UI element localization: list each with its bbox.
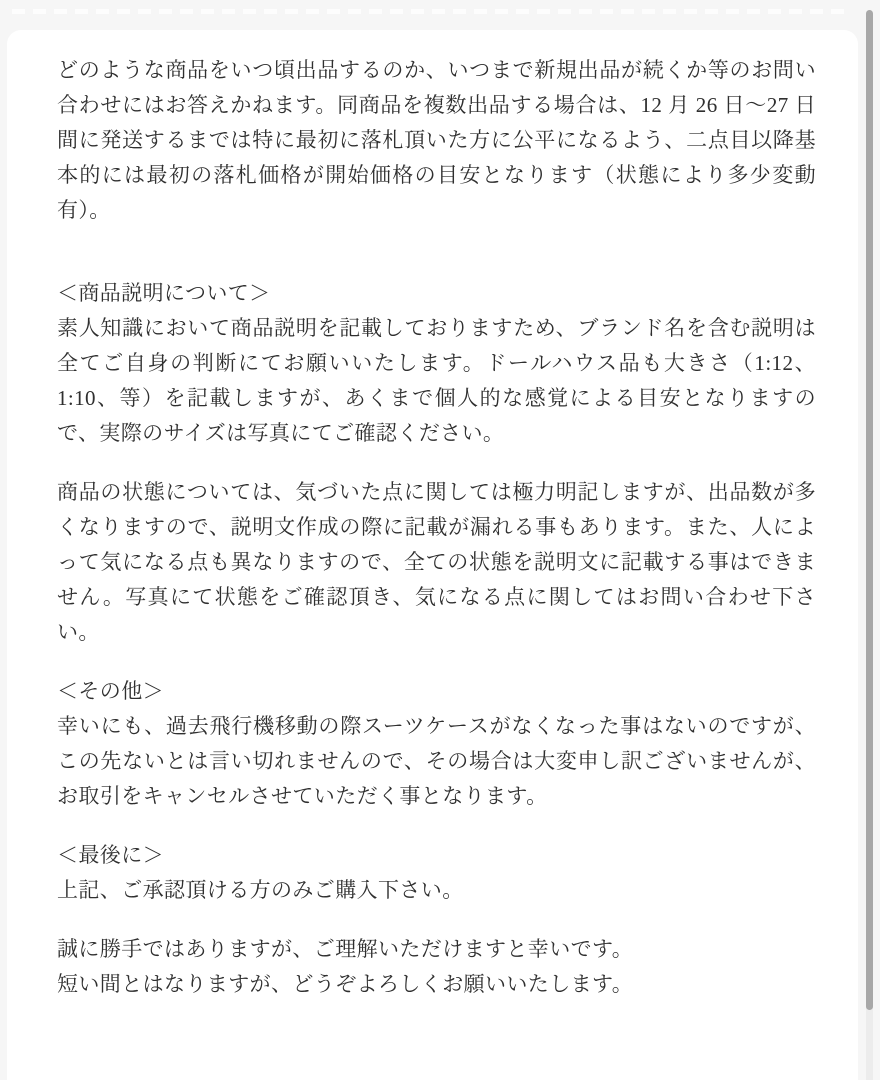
section-heading: ＜商品説明について＞ [57, 281, 271, 305]
dashed-divider [12, 9, 852, 14]
paragraph-text: 素人知識において商品説明を記載しておりますため、ブランド名を含む説明は全てご自身の判断にてお願いいたします。ドールハウス品も大きさ（1:12、1:10、等）を記載しますが、あくまで個人的な感覚による目安となりますので、実際のサイズは写真にてご確認ください。 [57, 316, 816, 445]
description-section [57, 674, 816, 814]
section-heading: ＜その他＞ [57, 679, 164, 703]
paragraph-text: 誠に勝手ではありますが、ご理解いただけますと幸いです。 [57, 937, 634, 961]
paragraph-text: 短い間とはなりますが、どうぞよろしくお願いいたします。 [57, 972, 634, 996]
paragraph-text: どのような商品をいつ頃出品するのか、いつまで新規出品が続くか等のお問い合わせにはお答えかねます。同商品を複数出品する場合は、12 月 26 日〜27 日間に発送するまでは特に最初に落札頂いた方に公平になるよう、二点目以降基本的には最初の落札価格が開始価格の目安となります（状態により多少変動有）。 [57, 58, 816, 222]
scrollbar-thumb[interactable] [866, 10, 873, 1010]
description-text-container [7, 30, 858, 1002]
description-section [57, 475, 816, 650]
paragraph-text: 上記、ご承認頂ける方のみご購入下さい。 [57, 878, 464, 902]
section-heading: ＜最後に＞ [57, 843, 164, 867]
description-section [57, 53, 816, 228]
description-section [57, 838, 816, 908]
description-panel [7, 30, 858, 1080]
description-section [57, 276, 816, 451]
paragraph-text: 幸いにも、過去飛行機移動の際スーツケースがなくなった事はないのですが、この先ないとは言い切れませんので、その場合は大変申し訳ございませんが、お取引をキャンセルさせていただく事となります。 [57, 714, 816, 808]
paragraph-text: 商品の状態については、気づいた点に関しては極力明記しますが、出品数が多くなりますので、説明文作成の際に記載が漏れる事もあります。また、人によって気になる点も異なりますので、全ての状態を説明文に記載する事はできません。写真にて状態をご確認頂き、気になる点に関してはお問い合わせ下さい。 [57, 480, 816, 644]
description-section [57, 932, 816, 1002]
